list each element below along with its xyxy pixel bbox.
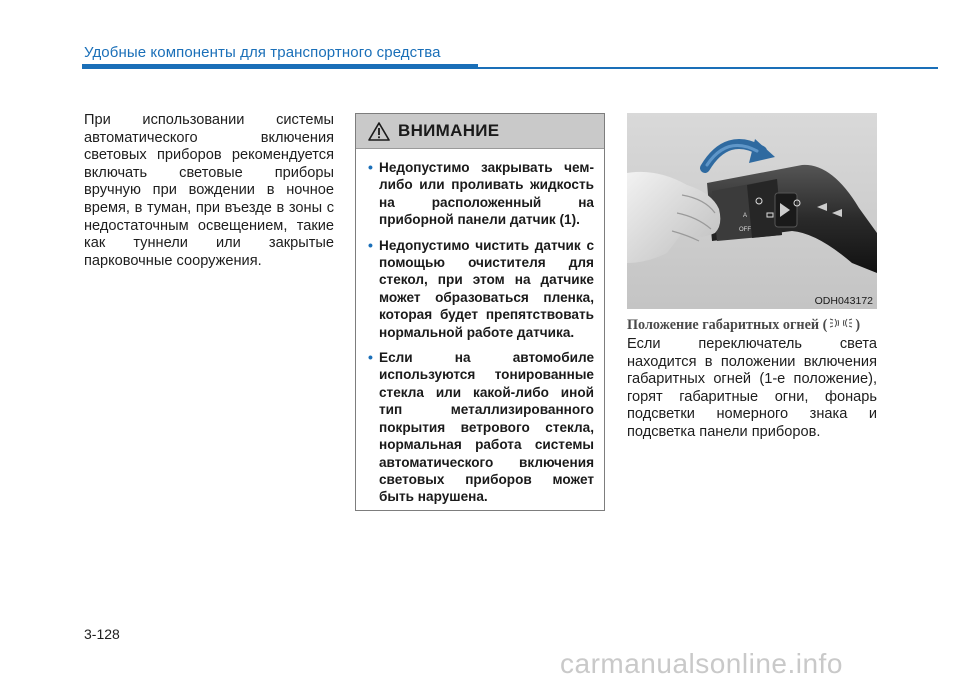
page-number: 3-128: [84, 626, 120, 642]
header-rule-thick: [82, 64, 478, 69]
left-paragraph: При использовании системы автоматического включения световых приборов рекомендуется включать световые приборы вручную при вождении в ночное время, в туман, при въезде в зоны с недостаточным освещением, такие как туннели или закрытые парковочные сооружения.: [84, 112, 334, 269]
bullet-icon: •: [368, 236, 373, 253]
right-heading: Положение габаритных огней ( ): [627, 316, 861, 333]
warning-triangle-icon: [368, 122, 390, 141]
bullet-icon: •: [368, 349, 373, 366]
parking-lamp-icon: [828, 316, 854, 330]
bullet-icon: •: [368, 159, 373, 175]
section-header-title: Удобные компоненты для транспортного средства: [84, 44, 441, 61]
header-rule-thin: [478, 67, 938, 69]
warning-box: [355, 113, 605, 511]
light-switch-illustration: [627, 113, 877, 309]
warning-title: ВНИМАНИЕ: [398, 121, 500, 140]
right-paragraph: Если переключатель света находится в положении включения габаритных огней (1-е положение), горят габаритные огни, фонарь подсветки номерного знака и подсветка панели приборов.: [627, 336, 877, 440]
watermark: carmanualsonline.info: [560, 648, 843, 679]
warning-item: • Если на автомобиле используются тонированные стекла или какой-либо иной тип металлизированного покрытия ветрового стекла, нормальная работа системы автоматического включения световых приборов может быть нарушена.: [368, 349, 594, 505]
svg-text:A: A: [743, 213, 748, 219]
light-switch-photo: [627, 113, 877, 309]
warning-header: [356, 114, 604, 149]
warning-item: • Недопустимо закрывать чем-либо или проливать жидкость на расположенный на приборной панели датчик (1).: [368, 159, 594, 228]
svg-text:OFF: OFF: [739, 227, 751, 233]
figure-code: ODH043172: [814, 295, 873, 307]
warning-item: • Недопустимо чистить датчик с помощью очистителя для стекол, при этом на датчике может образоваться пленка, которая будет препятствовать нормальной работе датчика.: [368, 236, 594, 340]
warning-list: [356, 149, 604, 506]
